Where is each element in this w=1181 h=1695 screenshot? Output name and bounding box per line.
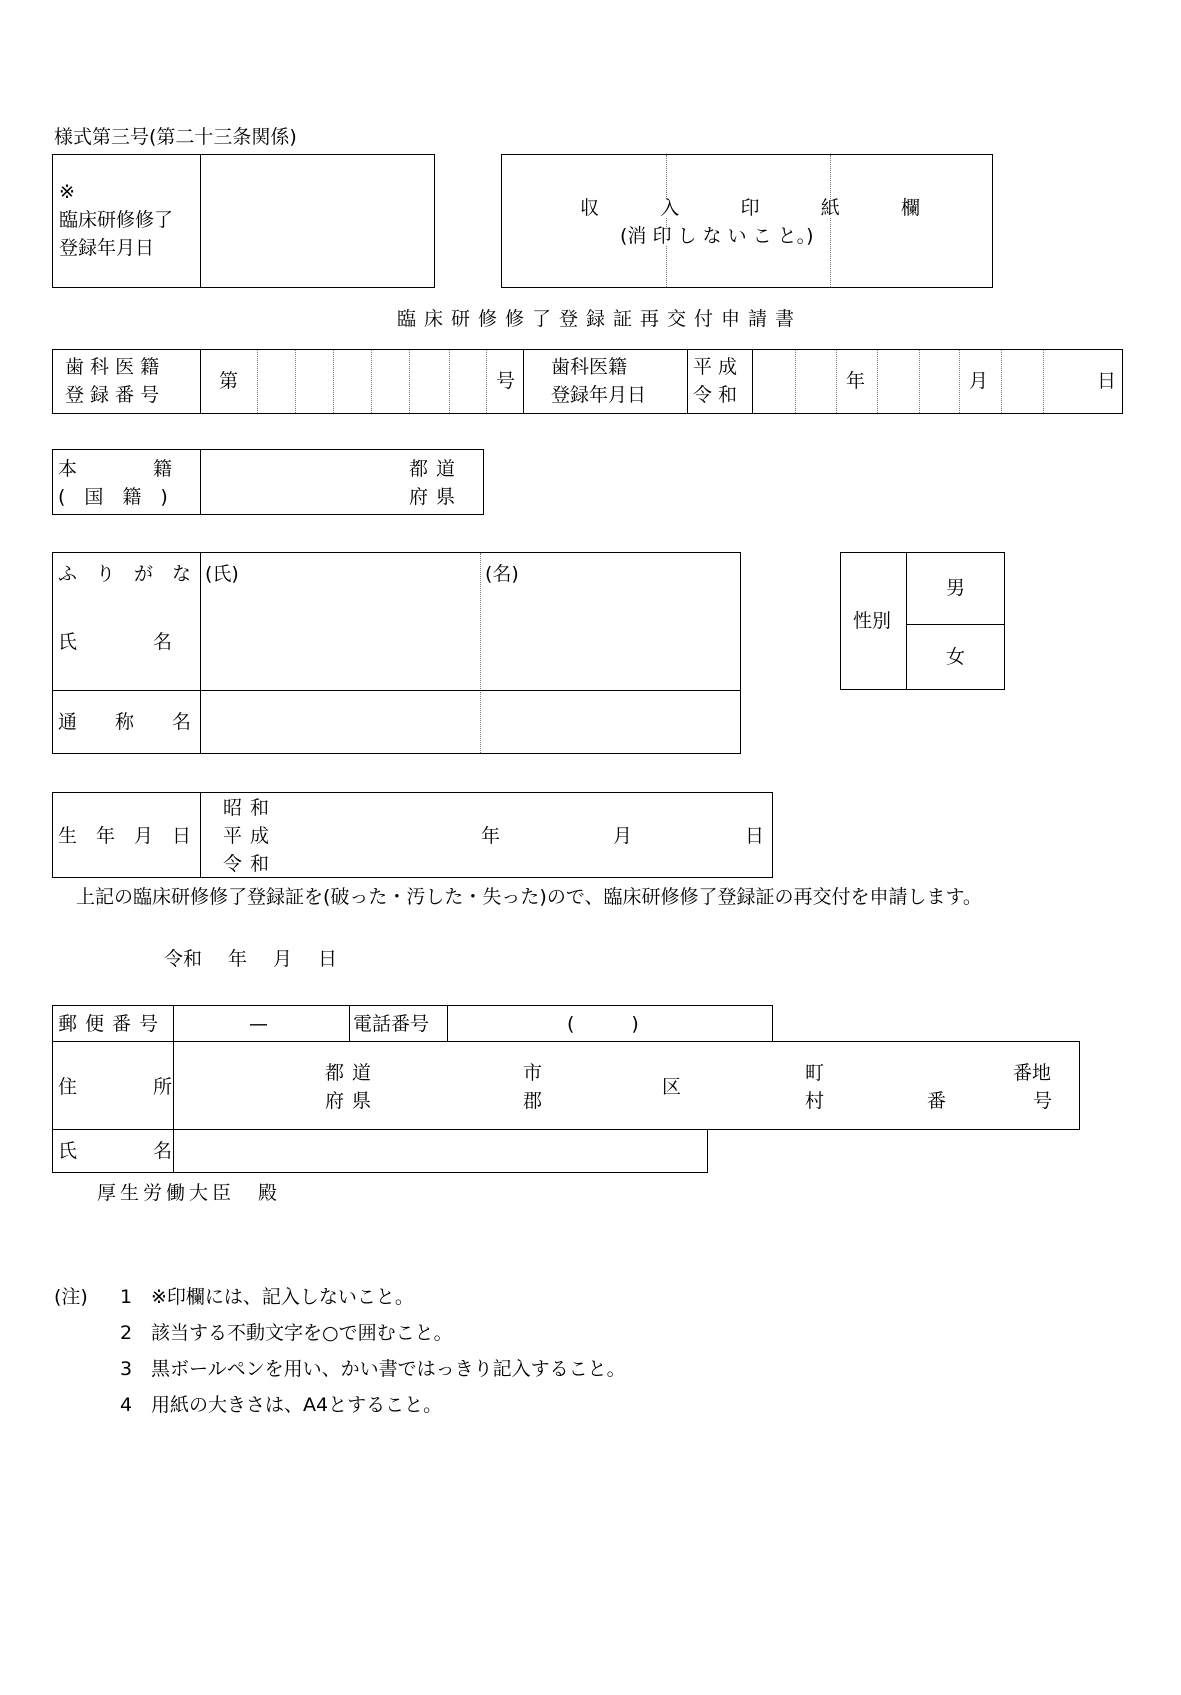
address-row [52,1041,1080,1130]
era-option[interactable]: 令 和 [693,384,738,406]
note-text: 該当する不動文字を○で囲むこと。 [151,1322,453,1344]
label: 郵便番号 [58,1013,167,1035]
label: 年 [846,370,866,392]
note-mark: ※ [59,181,75,203]
statement: 上記の臨床研修修了登録証を(破った・汚した・失った)ので、臨床研修修了登録証の再交付を申請します。 [76,886,982,908]
label: 第 [219,370,239,392]
label: 月 [969,370,989,392]
birth-date-row [52,792,773,878]
note-text: 黒ボールペンを用い、かい書ではっきり記入すること。 [151,1358,626,1380]
label: 年 [481,825,501,847]
note-text: 用紙の大きさは、A4とすること。 [151,1394,443,1416]
alias-field[interactable] [203,693,740,753]
label: 登 録 番 号 [65,384,160,406]
furigana-given-field[interactable]: (名) [485,563,519,585]
label: 市 [523,1062,543,1084]
label: 氏 名 [58,1140,173,1162]
page-title: 臨床研修修了登録証再交付申請書 [397,308,803,330]
note-text: ※印欄には、記入しないこと。 [151,1286,414,1308]
domicile-row [52,449,484,515]
era-option[interactable]: 昭和 [223,797,278,819]
label: 区 [662,1076,682,1098]
label: 日 [318,948,338,970]
label: 月 [613,825,633,847]
registration-date-box [52,154,435,288]
application-date [164,950,337,969]
label: 印 [740,197,760,219]
revenue-stamp-box [501,154,993,288]
form-number: 様式第三号(第二十三条関係) [54,126,297,148]
label: 電話番号 [353,1013,430,1035]
gender-option-female[interactable]: 女 [946,646,966,668]
label: 日 [745,825,765,847]
label: 歯 科 医 籍 [65,356,160,378]
label: 町 [805,1062,825,1084]
label: 住 所 [58,1076,173,1098]
notes-label: (注) [54,1286,88,1308]
label: 番 [927,1090,947,1112]
label: 臨床研修修了 [59,209,174,231]
label: 登録年月日 [59,237,155,259]
label: 性別 [853,610,892,632]
era-option[interactable]: 平 成 [693,356,738,378]
label: 紙 [820,197,840,219]
applicant-name-field[interactable] [177,1130,707,1172]
label: 月 [273,948,293,970]
name-table [52,552,741,754]
label: 号 [496,370,516,392]
domicile-field[interactable] [203,450,403,514]
era-option[interactable]: 令和 [223,853,278,875]
label: 欄 [900,197,920,219]
registration-date-field[interactable] [203,155,434,287]
note-number: 2 [120,1322,133,1344]
label: 氏 名 [58,631,173,653]
registration-number-field[interactable] [243,350,483,413]
label: 都道 [409,458,464,480]
label: 号 [1033,1090,1053,1112]
label: ( 国 籍 ) [58,486,168,508]
label: 日 [1097,370,1117,392]
note-number: 4 [120,1394,133,1416]
era-option[interactable]: 平成 [223,825,278,847]
gender-box [840,552,1005,690]
furigana-surname-field[interactable]: (氏) [205,563,239,585]
label: 府県 [325,1090,380,1112]
label: 生 年 月 日 [58,825,192,847]
label: 年 [228,948,248,970]
postal-code-field[interactable]: — [249,1013,268,1035]
label: 郡 [523,1090,543,1112]
applicant-name-row [52,1129,708,1173]
label: 番地 [1013,1062,1052,1084]
addressee: 厚生労働大臣 殿 [97,1182,282,1204]
label: 歯科医籍 [551,356,628,378]
note-number: 1 [120,1286,133,1308]
label: 本 籍 [58,458,173,480]
label: 収 [580,197,600,219]
surname-field[interactable] [203,593,478,688]
label: 入 [660,197,680,219]
label: 令和 [164,948,203,970]
address-field[interactable] [177,1042,1079,1129]
label: 通 称 名 [58,711,192,733]
phone-field[interactable]: ( ) [567,1013,639,1035]
given-name-field[interactable] [483,593,740,688]
registration-row [52,349,1123,414]
stamp-note: (消 印 し な い こ と。) [620,225,814,247]
label: ふ り が な [58,563,192,585]
contact-row [52,1005,773,1042]
note-number: 3 [120,1358,133,1380]
label: 都道 [325,1062,380,1084]
label: 登録年月日 [551,384,647,406]
gender-option-male[interactable]: 男 [946,577,966,599]
label: 府県 [409,486,464,508]
label: 村 [805,1090,825,1112]
